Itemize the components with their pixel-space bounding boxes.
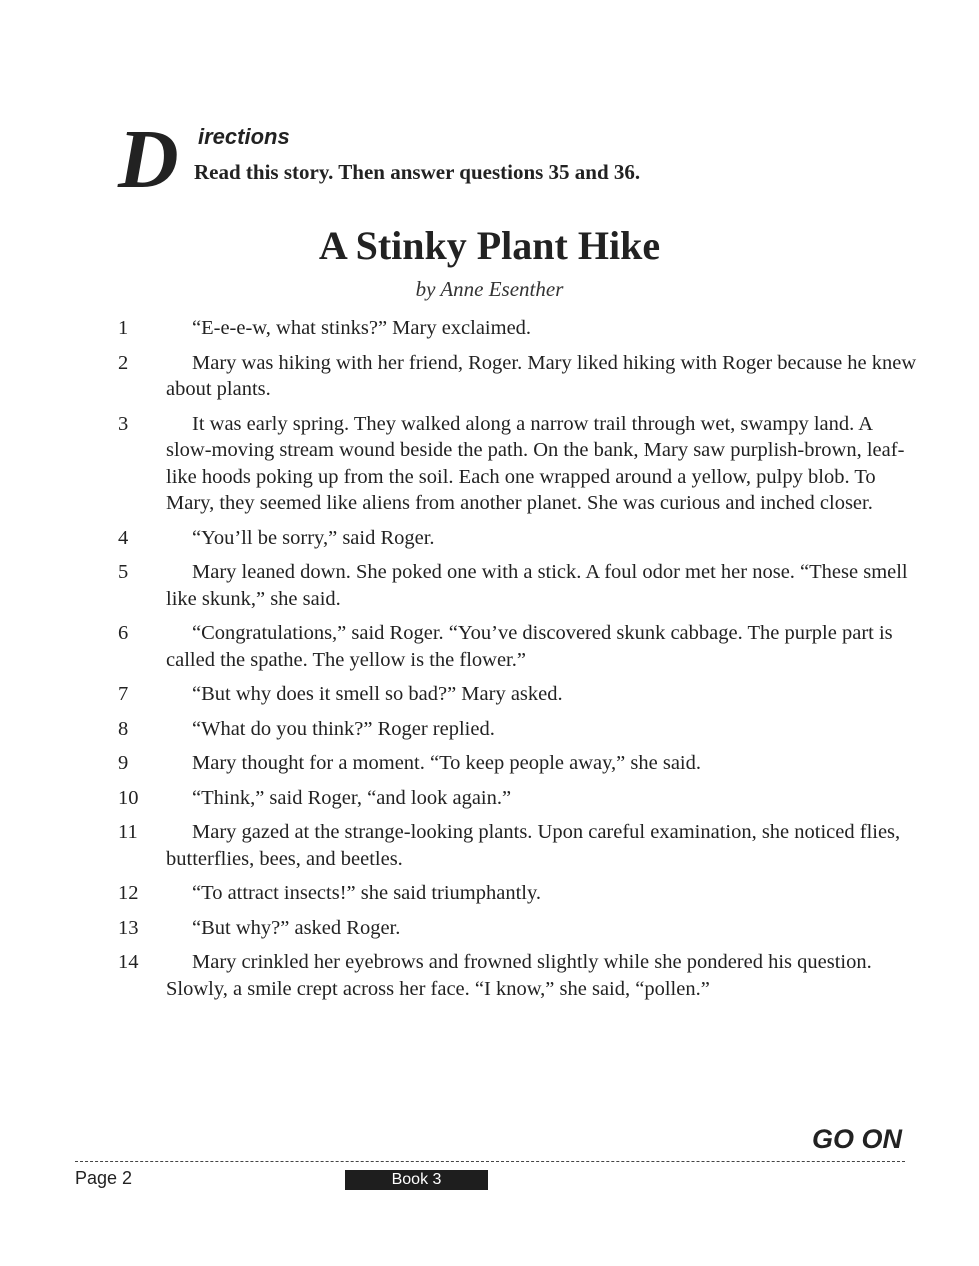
directions-block: [118, 113, 838, 206]
paragraph-text: “To attract insects!” she said triumphantly.: [192, 882, 542, 904]
paragraph-text: Mary crinkled her eyebrows and frowned slightly while she pondered his question. Slowly, a smile crept across her face. “I know,” she said, “pollen.”: [166, 951, 872, 1000]
story-paragraph: [118, 525, 918, 552]
paragraph-number: 8: [118, 717, 129, 740]
story-paragraph: [118, 880, 918, 907]
story-paragraph: [118, 315, 918, 342]
story-paragraph: [118, 819, 918, 872]
paragraph-text: “But why does it smell so bad?” Mary asked.: [192, 683, 563, 705]
page-number: Page 2: [75, 1168, 133, 1188]
footer-divider: [75, 1161, 905, 1162]
paragraph-number: 6: [118, 622, 129, 644]
story-paragraph: [118, 716, 918, 743]
paragraph-number: 5: [118, 561, 129, 583]
paragraph-number: 12: [118, 882, 139, 904]
paragraph-number: 4: [118, 526, 129, 549]
paragraph-text: Mary leaned down. She poked one with a stick. A foul odor met her nose. “These smell like skunk,” she said.: [166, 561, 908, 610]
paragraph-text: “But why?” asked Roger.: [192, 916, 401, 939]
directions-heading: irections: [198, 124, 290, 149]
paragraph-text: Mary was hiking with her friend, Roger. Mary liked hiking with Roger because he knew about plants.: [166, 351, 917, 400]
story-paragraph: [118, 559, 918, 612]
story-paragraph: [118, 949, 918, 1002]
go-on-label: GO ON: [811, 1124, 902, 1154]
paragraph-text: “Think,” said Roger, “and look again.”: [192, 786, 512, 809]
paragraph-number: 9: [118, 752, 129, 774]
paragraph-number: 14: [118, 951, 139, 973]
story-body: [118, 315, 918, 1010]
story-paragraph: [118, 681, 918, 708]
paragraph-number: 7: [118, 683, 129, 705]
paragraph-number: 13: [118, 916, 139, 939]
story-byline: by Anne Esenther: [415, 277, 564, 301]
story-paragraph: [118, 750, 918, 777]
story-paragraph: [118, 350, 918, 403]
paragraph-number: 3: [118, 412, 129, 435]
paragraph-text: “You’ll be sorry,” said Roger.: [192, 526, 435, 549]
directions-drop-cap: D: [118, 113, 179, 206]
paragraph-text: “Congratulations,” said Roger. “You’ve discovered skunk cabbage. The purple part is called the spathe. The yellow is the flower.”: [166, 622, 893, 671]
paragraph-number: 10: [118, 786, 139, 809]
paragraph-text: Mary thought for a moment. “To keep people away,” she said.: [192, 752, 702, 774]
story-paragraph: [118, 620, 918, 673]
book-label: Book 3: [345, 1170, 488, 1190]
directions-instruction: Read this story. Then answer questions 35 and 36.: [194, 160, 641, 184]
paragraph-number: 1: [118, 317, 129, 339]
story-paragraph: [118, 785, 918, 812]
paragraph-text: “What do you think?” Roger replied.: [192, 717, 495, 740]
paragraph-text: It was early spring. They walked along a narrow trail through wet, swampy land. A slow-moving stream wound beside the path. On the bank, Mary saw purplish-brown, leaf-like hoods poking up from the soil. Each one wrapped around a yellow, pulpy blob. To Mary, they seemed like aliens from another planet. She was curious and inched closer.: [166, 412, 905, 514]
story-paragraph: [118, 915, 918, 942]
paragraph-number: 11: [118, 821, 138, 843]
paragraph-text: “E-e-e-w, what stinks?” Mary exclaimed.: [192, 317, 532, 339]
paragraph-number: 2: [118, 351, 129, 374]
paragraph-text: Mary gazed at the strange-looking plants. Upon careful examination, she noticed flies, butterflies, bees, and beetles.: [166, 821, 901, 870]
story-title: A Stinky Plant Hike: [318, 223, 661, 268]
story-paragraph: [118, 411, 918, 517]
